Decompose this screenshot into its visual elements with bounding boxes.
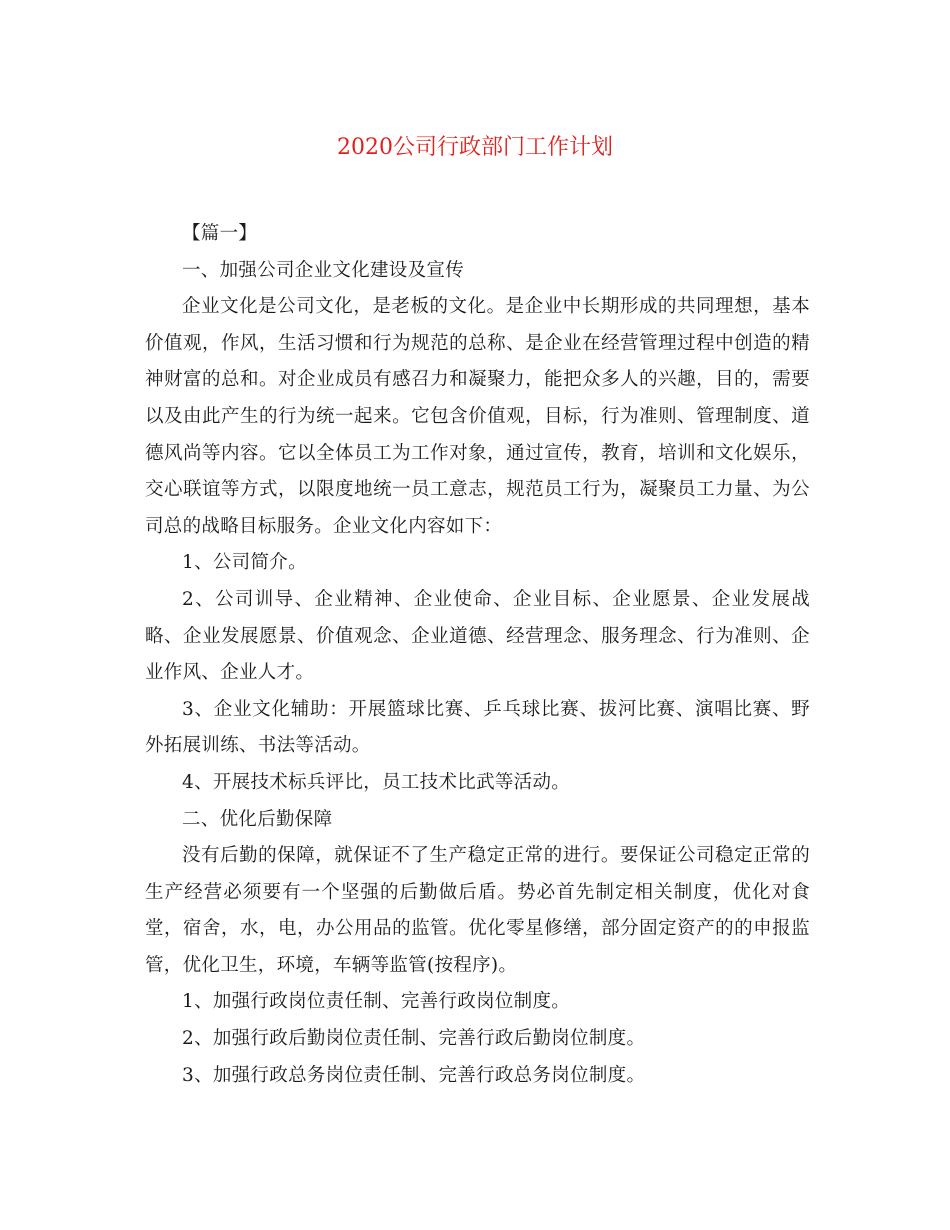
list-item-logistics-2: 2、加强行政后勤岗位责任制、完善行政后勤岗位制度。	[182, 1028, 646, 1050]
section-label: 【篇一】	[182, 223, 258, 244]
list-item-logistics-1: 1、加强行政岗位责任制、完善行政岗位制度。	[182, 991, 571, 1013]
list-item-culture-1: 1、公司简介。	[182, 552, 307, 574]
list-item-culture-3: 3、企业文化辅助：开展篮球比赛、乒乓球比赛、拔河比赛、演唱比赛、野外拓展训练、书法等活动。	[145, 698, 810, 757]
document-title: 2020公司行政部门工作计划	[337, 135, 613, 160]
heading-logistics: 二、优化后勤保障	[182, 808, 333, 830]
paragraph-logistics-intro: 没有后勤的保障，就保证不了生产稳定正常的进行。要保证公司稳定正常的生产经营必须要有一个坚强的后勤做后盾。势必首先制定相关制度，优化对食堂，宿舍，水，电，办公用品的监管。优化零星修缮，部分固定资产的的申报监管，优化卫生，环境，车辆等监管(按程序)。	[145, 845, 810, 976]
list-item-culture-4: 4、开展技术标兵评比，员工技术比武等活动。	[182, 771, 571, 793]
paragraph-culture-intro: 企业文化是公司文化，是老板的文化。是企业中长期形成的共同理想，基本价值观，作风，生活习惯和行为规范的总称、是企业在经营管理过程中创造的精神财富的总和。对企业成员有感召力和凝聚力，能把众多人的兴趣，目的，需要以及由此产生的行为统一起来。它包含价值观，目标，行为准则、管理制度、道德风尚等内容。它以全体员工为工作对象，通过宣传，教育，培训和文化娱乐，交心联谊等方式，以限度地统一员工意志，规范员工行为，凝聚员工力量、为公司总的战略目标服务。企业文化内容如下：	[145, 296, 810, 537]
list-item-logistics-3: 3、加强行政总务岗位责任制、完善行政总务岗位制度。	[182, 1064, 646, 1086]
document-body	[145, 216, 810, 1094]
heading-culture: 一、加强公司企业文化建设及宣传	[182, 259, 465, 281]
list-item-culture-2: 2、公司训导、企业精神、企业使命、企业目标、企业愿景、企业发展战略、企业发展愿景、价值观念、企业道德、经营理念、服务理念、行为准则、企业作风、企业人才。	[145, 588, 810, 684]
